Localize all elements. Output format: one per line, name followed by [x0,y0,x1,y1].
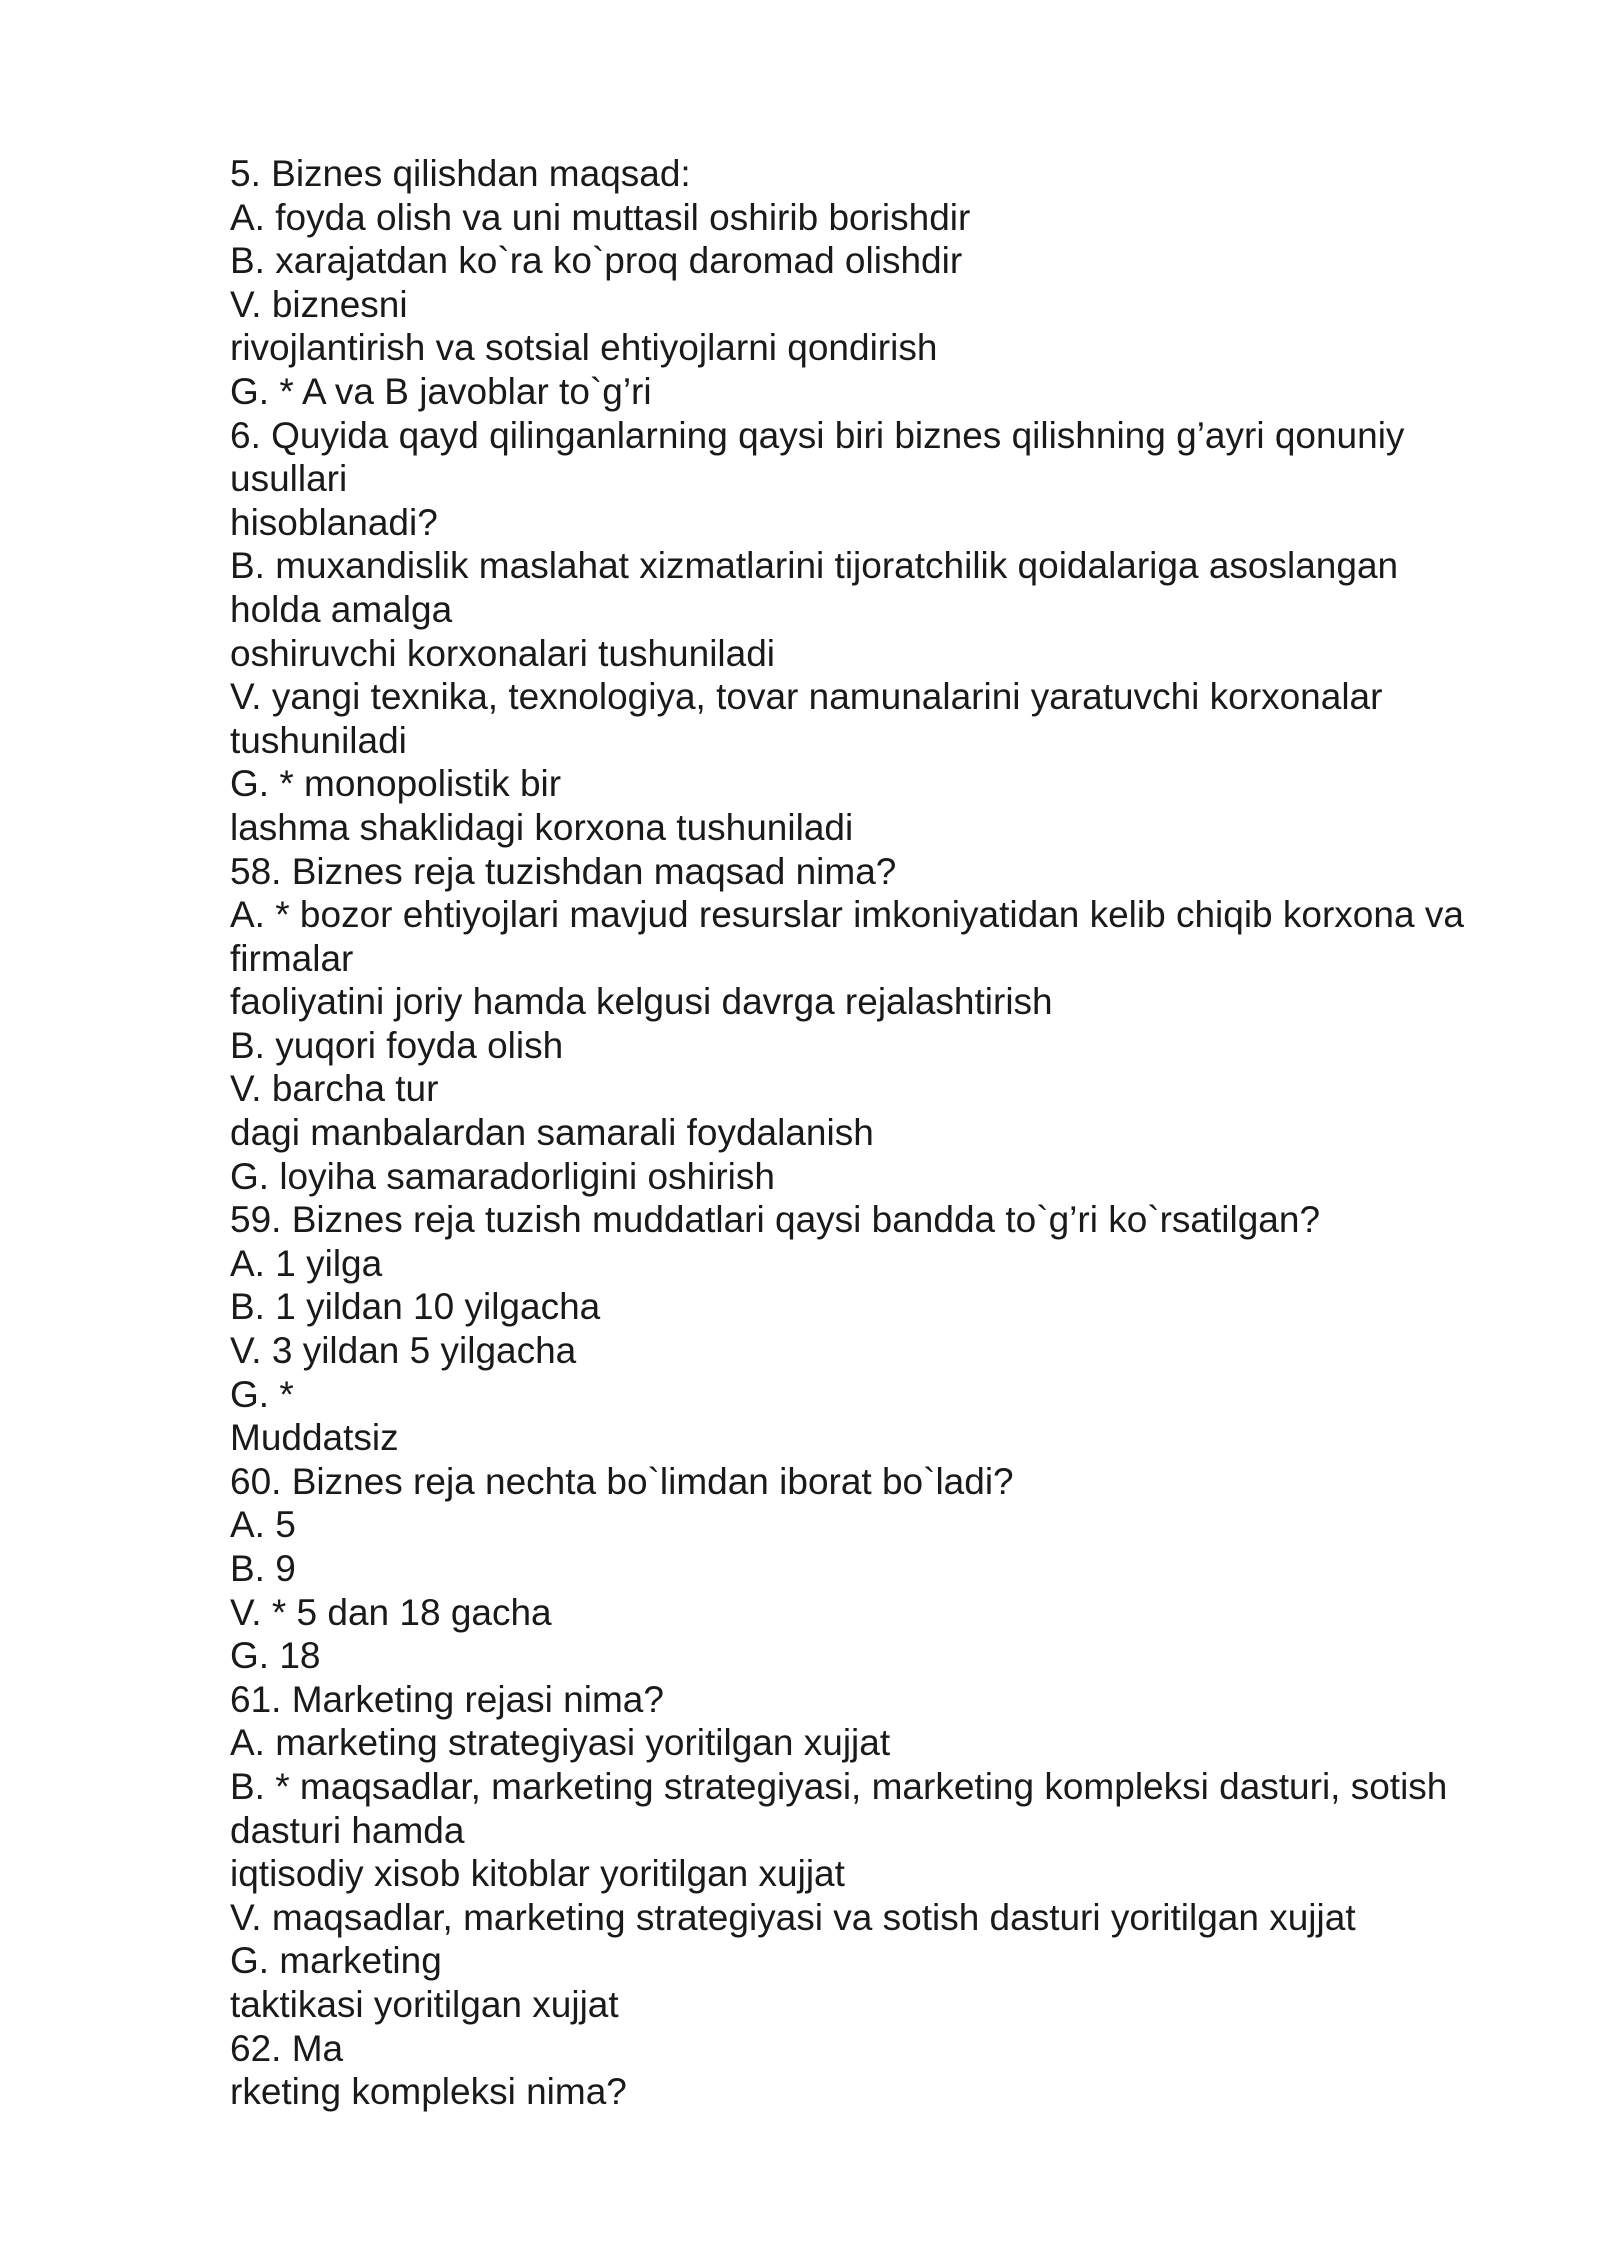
text-line: A. foyda olish va uni muttasil oshirib borishdir [230,196,971,238]
text-line: lashma shaklidagi korxona tushuniladi [230,806,854,848]
text-line: faoliyatini joriy hamda kelgusi davrga rejalashtirish [230,981,1053,1023]
text-line: B. xarajatdan ko`ra ko`proq daromad olishdir [230,240,963,282]
text-line: 6. Quyida qayd qilinganlarning qaysi biri biznes qilishning g’ayri qonuniy [230,414,1405,456]
text-line: rketing kompleksi nima? [230,2071,627,2113]
text-line: 59. Biznes reja tuzish muddatlari qaysi bandda to`g’ri ko`rsatilgan? [230,1199,1321,1241]
text-line: taktikasi yoritilgan xujjat [230,1983,619,2025]
text-line: 61. Marketing rejasi nima? [230,1678,664,1720]
text-line: usullari [230,458,348,500]
text-line: V. yangi texnika, texnologiya, tovar namunalarini yaratuvchi korxonalar [230,676,1383,718]
text-line: G. marketing [230,1940,442,1982]
text-line: V. barcha tur [230,1068,439,1110]
text-line: holda amalga [230,588,453,630]
text-line: G. 18 [230,1635,321,1677]
text-line: G. * [230,1373,294,1415]
text-line: A. * bozor ehtiyojlari mavjud resurslar imkoniyatidan kelib chiqib korxona va [230,894,1464,936]
text-line: G. * A va B javoblar to`g’ri [230,370,652,412]
text-line: hisoblanadi? [230,501,438,543]
text-line: dasturi hamda [230,1809,465,1851]
text-line: B. 9 [230,1548,296,1589]
text-line: iqtisodiy xisob kitoblar yoritilgan xujjat [230,1853,845,1895]
text-line: 58. Biznes reja tuzishdan maqsad nima? [230,850,897,892]
text-line: V. maqsadlar, marketing strategiyasi va sotish dasturi yoritilgan xujjat [230,1896,1356,1938]
text-line: V. 3 yildan 5 yilgacha [230,1330,577,1372]
text-line: V. biznesni [230,283,408,325]
text-line: B. 1 yildan 10 yilgacha [230,1286,601,1328]
text-line: firmalar [230,937,354,979]
text-line: tushuniladi [230,719,407,761]
text-line: V. * 5 dan 18 gacha [230,1591,552,1633]
text-line: G. loyiha samaradorligini oshirish [230,1155,775,1197]
text-line: Muddatsiz [230,1417,399,1459]
text-line: B. yuqori foyda olish [230,1024,564,1066]
text-line: B. muxandislik maslahat xizmatlarini tijoratchilik qoidalariga asoslangan [230,545,1399,587]
text-line: 60. Biznes reja nechta bo`limdan iborat bo`ladi? [230,1460,1014,1502]
text-line: rivojlantirish va sotsial ehtiyojlarni qondirish [230,327,938,369]
text-line: B. * maqsadlar, marketing strategiyasi, marketing kompleksi dasturi, sotish [230,1765,1448,1807]
text-line: 62. Ma [230,2027,344,2069]
text-line: G. * monopolistik bir [230,763,562,805]
text-line: A. 5 [230,1504,296,1546]
text-line: A. marketing strategiyasi yoritilgan xujjat [230,1722,891,1764]
document-text [230,152,1530,2114]
text-line: dagi manbalardan samarali foydalanish [230,1112,874,1154]
text-line: oshiruvchi korxonalari tushuniladi [230,632,776,674]
text-line: 5. Biznes qilishdan maqsad: [230,153,691,194]
text-line: A. 1 yilga [230,1242,383,1284]
